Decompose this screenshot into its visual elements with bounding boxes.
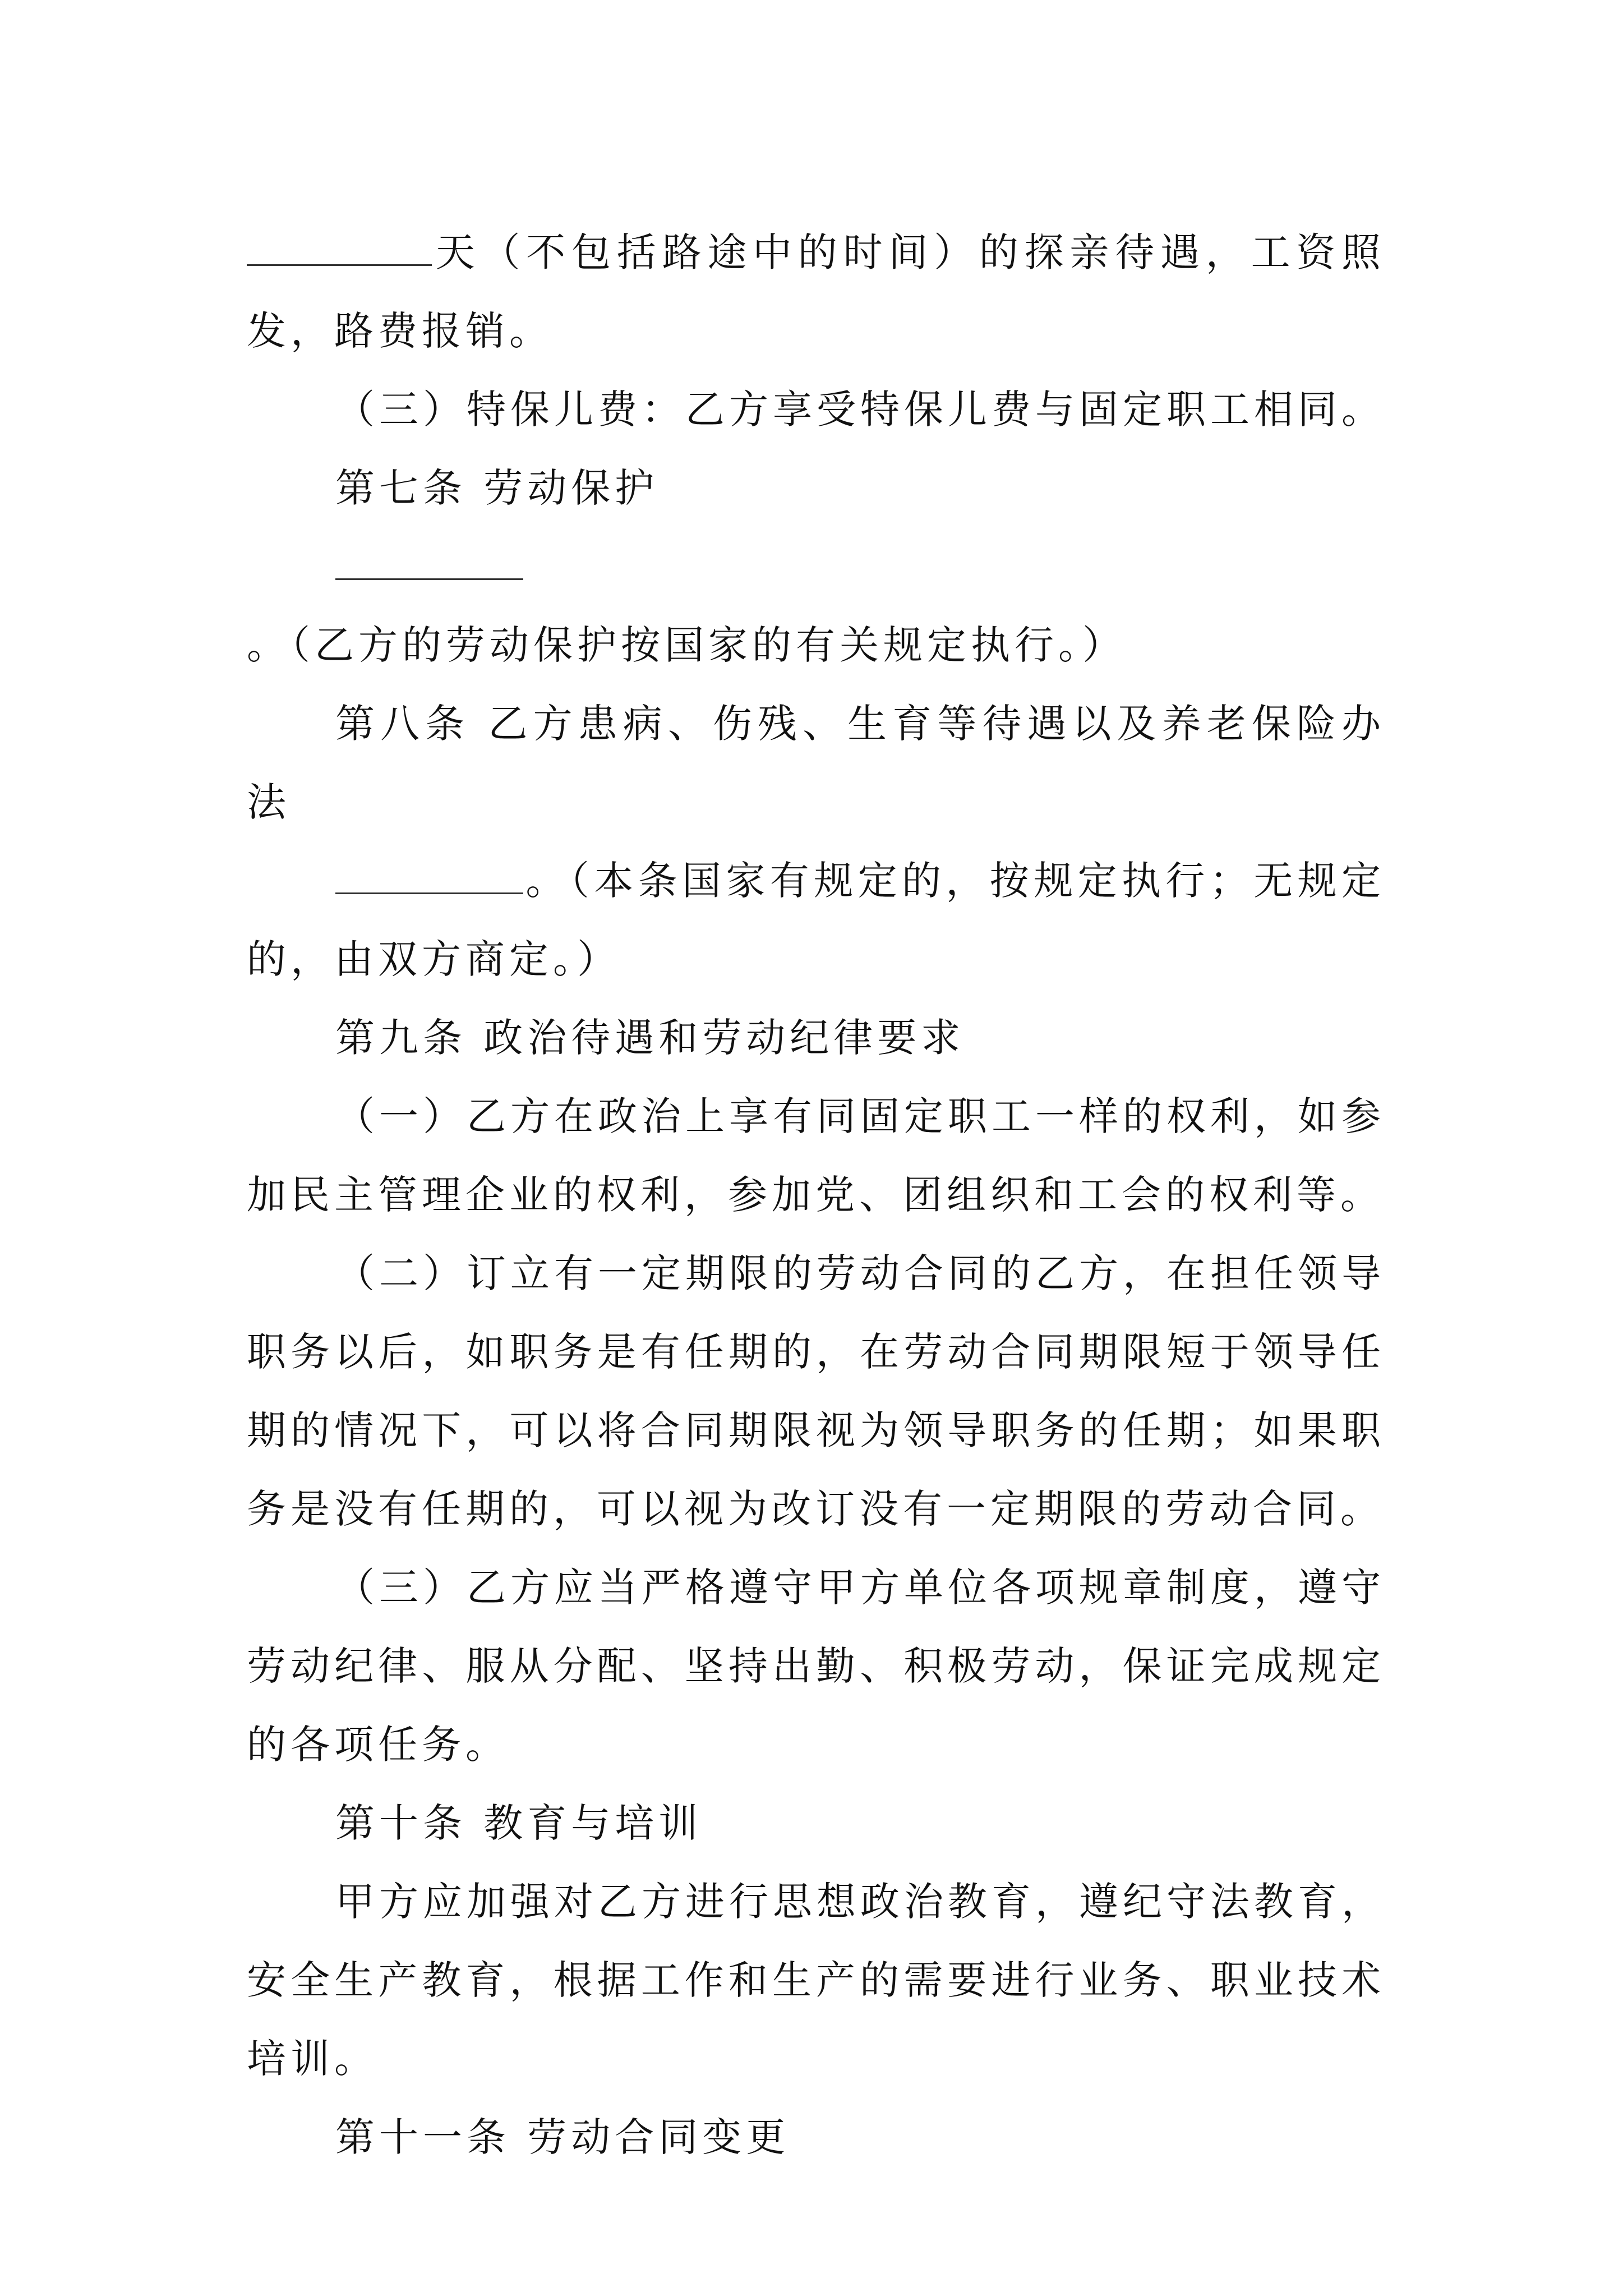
fill-in-blank — [335, 859, 523, 894]
article-8-heading — [247, 684, 1385, 841]
paragraph-leadership-term — [247, 1234, 1385, 1548]
heading-text: 第九条 政治待遇和劳动纪律要求 — [335, 1015, 965, 1061]
fill-in-blank — [247, 231, 432, 266]
paragraph-home-leave — [247, 213, 1385, 370]
article-7-heading — [247, 449, 1385, 527]
paragraph-text: 。（乙方的劳动保护按国家的有关规定执行。） — [247, 622, 1126, 668]
paragraph-benefits-rule — [247, 841, 1385, 999]
paragraph-political-rights — [247, 1077, 1385, 1234]
heading-text: 第八条 乙方患病、伤残、生育等待遇以及养老保险办法 — [247, 701, 1385, 825]
paragraph-text: 甲方应加强对乙方进行思想政治教育，遵纪守法教育，安全生产教育，根据工作和生产的需要进行业务、职业技术培训。 — [247, 1879, 1385, 2082]
document-body — [247, 213, 1385, 2177]
paragraph-text: （二）订立有一定期限的劳动合同的乙方，在担任领导职务以后，如职务是有任期的，在劳动合同期限短于领导任期的情况下，可以将合同期限视为领导职务的任期；如果职务是没有任期的，可以视为改订没有一定期限的劳动合同。 — [247, 1250, 1385, 1532]
paragraph-text: 。（本条国家有规定的，按规定执行；无规定的，由双方商定。） — [247, 858, 1385, 982]
paragraph-discipline — [247, 1548, 1385, 1784]
article-11-heading — [247, 2098, 1385, 2177]
paragraph-labor-protection — [247, 527, 1385, 684]
heading-text: 第十条 教育与培训 — [335, 1800, 703, 1846]
paragraph-training — [247, 1862, 1385, 2098]
paragraph-text: （三）乙方应当严格遵守甲方单位各项规章制度，遵守劳动纪律、服从分配、坚持出勤、积极劳动，保证完成规定的各项任务。 — [247, 1565, 1385, 1768]
article-10-heading — [247, 1784, 1385, 1862]
paragraph-text: （三）特保儿费：乙方享受特保儿费与固定职工相同。 — [335, 386, 1385, 432]
heading-text: 第十一条 劳动合同变更 — [335, 2114, 790, 2160]
paragraph-text: （一）乙方在政治上享有同固定职工一样的权利，如参加民主管理企业的权利，参加党、团组织和工会的权利等。 — [247, 1093, 1385, 1218]
fill-in-blank — [335, 545, 523, 580]
paragraph-text: 天（不包括路途中的时间）的探亲待遇，工资照发，路费报销。 — [247, 229, 1385, 354]
paragraph-child-allowance — [247, 370, 1385, 449]
heading-text: 第七条 劳动保护 — [335, 465, 659, 511]
article-9-heading — [247, 999, 1385, 1077]
